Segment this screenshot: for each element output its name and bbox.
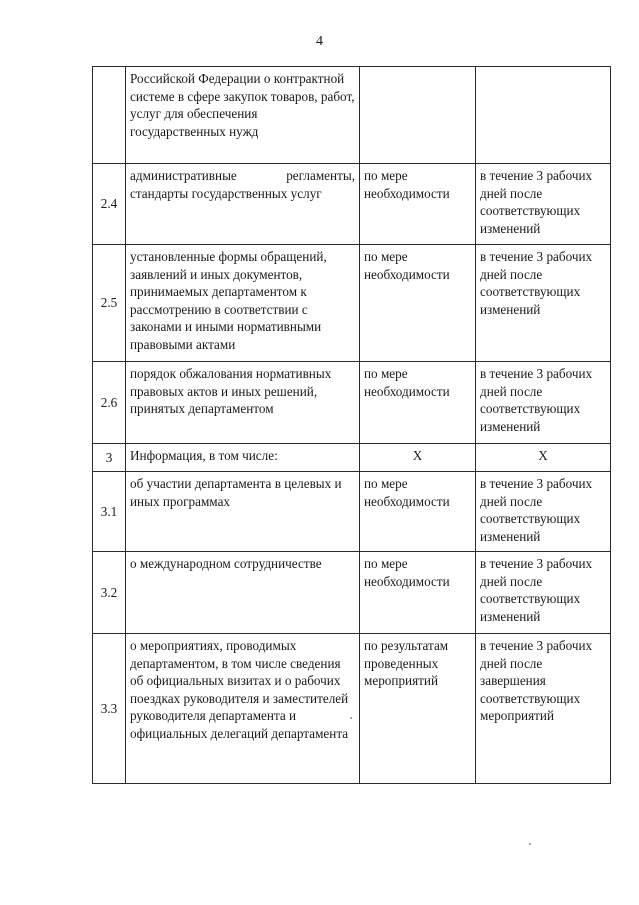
row-deadline <box>476 67 611 164</box>
row-period <box>360 67 476 164</box>
row-content: порядок обжалования нормативных правовых актов и иных решений, принятых департаментом <box>126 362 360 444</box>
table-row <box>93 634 611 784</box>
row-period: по мере необходимости <box>360 472 476 552</box>
row-number: 2.6 <box>93 362 126 444</box>
row-period: по мере необходимости <box>360 552 476 634</box>
row-content: административные регламенты, стандарты государственных услуг <box>126 164 360 245</box>
row-deadline: в течение 3 рабочих дней после завершения соответствующих мероприятий <box>476 634 611 784</box>
row-deadline: в течение 3 рабочих дней после соответствующих изменений <box>476 164 611 245</box>
row-number: 3.2 <box>93 552 126 634</box>
row-number: 2.4 <box>93 164 126 245</box>
row-period: по мере необходимости <box>360 245 476 362</box>
row-deadline: в течение 3 рабочих дней после соответствующих изменений <box>476 245 611 362</box>
scan-speck <box>529 843 531 845</box>
page-number: 4 <box>316 34 323 49</box>
row-deadline: Х <box>476 444 611 472</box>
row-deadline: в течение 3 рабочих дней после соответствующих изменений <box>476 362 611 444</box>
row-number: 3.1 <box>93 472 126 552</box>
information-table <box>92 66 611 784</box>
row-deadline: в течение 3 рабочих дней после соответствующих изменений <box>476 552 611 634</box>
row-deadline: в течение 3 рабочих дней после соответствующих изменений <box>476 472 611 552</box>
row-content: Информация, в том числе: <box>126 444 360 472</box>
row-content: Российской Федерации о контрактной системе в сфере закупок товаров, работ, услуг для обеспечения государственных нужд <box>126 67 360 164</box>
row-content: установленные формы обращений, заявлений и иных документов, принимаемых департаментом к рассмотрению в соответствии с законами и иными нормативными правовыми актами <box>126 245 360 362</box>
row-number: 3 <box>93 444 126 472</box>
row-period: по мере необходимости <box>360 362 476 444</box>
table-row <box>93 444 611 472</box>
table-row <box>93 472 611 552</box>
table-row <box>93 164 611 245</box>
scan-speck <box>350 717 352 719</box>
row-content: о мероприятиях, проводимых департаментом, в том числе сведения об официальных визитах и о рабочих поездках руководителя и заместителей руководителя департамента и официальных делегаций департамента <box>126 634 360 784</box>
row-content: об участии департамента в целевых и иных программах <box>126 472 360 552</box>
row-content: о международном сотрудничестве <box>126 552 360 634</box>
row-period: Х <box>360 444 476 472</box>
row-number <box>93 67 126 164</box>
row-number: 3.3 <box>93 634 126 784</box>
row-period: по мере необходимости <box>360 164 476 245</box>
row-number: 2.5 <box>93 245 126 362</box>
table-row <box>93 245 611 362</box>
row-period: по результатам проведенных мероприятий <box>360 634 476 784</box>
table-row <box>93 67 611 164</box>
table-row <box>93 552 611 634</box>
table-row <box>93 362 611 444</box>
